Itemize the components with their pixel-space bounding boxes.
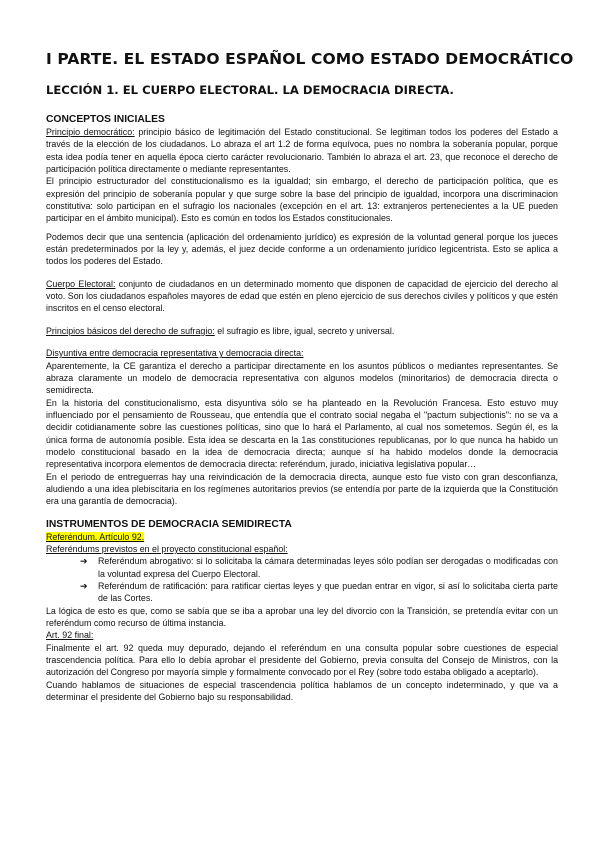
subheading-art92-final: Art. 92 final:: [46, 630, 94, 641]
paragraph-cuerpo-electoral: Cuerpo Electoral: conjunto de ciudadanos en un determinado momento que disponen de capacidad de ejercicio del derecho al voto. Son los ciudadanos españoles mayores de edad que estén en pleno ejercicio de sus derechos civiles y políticos y que estén inscritos en el censo electoral.: [46, 278, 558, 314]
arrow-icon: ➔: [80, 581, 88, 591]
list-item: ➔ Referéndum abrogativo: si lo solicitaba la cámara determinadas leyes sólo podían ser derogadas o modificadas con la voluntad expresa del Cuerpo Electoral.: [80, 556, 558, 579]
paragraph-historia: En la historia del constitucionalismo, esta disyuntiva sólo se ha planteado en la Revolución Francesa. Esto estuvo muy influenciado por el pensamiento de Rousseau, que entendía que el contrato social negaba el "pactum subjectionis": no se va a decidir cotidianamente sobre las cuestiones políticas, sino que lo hará el Parlamento, al cual nos sometemos. Según él, es la única forma de autonomía posible. Esta idea se descarta en la 1as constituciones republicanas, por lo que nunca ha habido un modelo constitucional basado en la idea de democracia directa; aunque sí ha habido modelos donde la democracia representativa incorpora elementos de democracia directa: referéndum, jurado, iniciativa legislativa popular…: [46, 397, 558, 470]
subheading-disyuntiva: Disyuntiva entre democracia representativa y democracia directa:: [46, 348, 304, 359]
subheading-previstos: Referéndums previstos en el proyecto constitucional español:: [46, 543, 288, 554]
subheading-referendum: Referéndum. Artículo 92.: [46, 531, 145, 542]
section-heading-instrumentos: INSTRUMENTOS DE DEMOCRACIA SEMIDIRECTA: [46, 518, 292, 530]
document-body: [46, 113, 558, 703]
term-label: Principio democrático:: [46, 127, 135, 137]
term-label: Principios básicos del derecho de sufragio:: [46, 325, 215, 336]
paragraph-entreguerras: En el periodo de entreguerras hay una reivindicación de la democracia directa, aunque esto fue visto con gran desconfianza, aludiendo a una idea plebiscitaria en los regímenes autoritarios previos (se entendía por parte de la izquierda que la Constitución era una garantía de democracia).: [46, 471, 558, 507]
paragraph-sentencia: Podemos decir que una sentencia (aplicación del ordenamiento jurídico) es expresión de la voluntad general porque los jueces están predeterminados por la ley y, además, el juez decide conforme a un ordenamiento jurídico legicentrista. Esto se aplica a todos los poderes del Estado.: [46, 231, 558, 267]
part-title: I PARTE. EL ESTADO ESPAÑOL COMO ESTADO DEMOCRÁTICO: [46, 50, 574, 68]
term-label: Cuerpo Electoral:: [46, 278, 116, 289]
paragraph-sufragio: Principios básicos del derecho de sufragio: el sufragio es libre, igual, secreto y universal.: [46, 325, 395, 336]
lesson-title: LECCIÓN 1. EL CUERPO ELECTORAL. LA DEMOCRACIA DIRECTA.: [46, 83, 454, 97]
list-item: ➔ Referéndum de ratificación: para ratificar ciertas leyes y que puedan entrar en vigor, si así lo solicitaba cierta parte de las Cortes.: [80, 581, 558, 604]
section-heading-conceptos: CONCEPTOS INICIALES: [46, 114, 165, 125]
arrow-icon: ➔: [80, 556, 88, 567]
paragraph-finalmente: Finalmente el art. 92 queda muy depurado, dejando el referéndum en una consulta popular sobre cuestiones de especial trascendencia política. Para ello lo debía aprobar el presidente del Gobierno, previa consulta del Consejo de Ministros, con la autorización del Congreso por mayoría simple y formalmente convocado por el Rey (sobre todo estaba obligado a aceptarlo).: [46, 642, 558, 678]
paragraph-igualdad: El principio estructurador del constitucionalismo es la igualdad; sin embargo, el derecho de participación política, que es expresión del principio de soberanía popular y que surge sobre la base del principio de igualdad, incorpora una discriminacion constitutiva: solo participan en el sufragio los nacionales (excepción en el art. 13: extranjeros pertenecientes a la UE pueden participar en el ámbito municipal). Esto es común en todos los Estados constitucionales.: [46, 176, 558, 224]
paragraph-trascendencia: Cuando hablamos de situaciones de especial trascendencia política hablamos de un concepto indeterminado, y que va a determinar el presidente del Gobierno bajo su responsabilidad.: [46, 679, 558, 703]
referendum-list: [46, 555, 558, 604]
paragraph-principio-democratico: Principio democrático: principio básico de legitimación del Estado constitucional. Se legitiman todos los poderes del Estado a través de la elección de los ciudadanos. Lo abraza el art 1.2 de forma equívoca, pues no nombra la soberanía popular, porque esta idea podía tener en aquella época cierto carácter revolucionario. También lo abraza el art. 23, que reconoce el derecho de participación política directamente o mediante representantes.: [46, 127, 558, 175]
paragraph-logica: La lógica de esto es que, como se sabía que se iba a aprobar una ley del divorcio con la Transición, se pretendía evitar con un referéndum como recurso de última instancia.: [46, 605, 558, 629]
paragraph-aparentemente: Aparentemente, la CE garantiza el derecho a participar directamente en los asuntos públicos o mediantes representantes. Se abraza claramente un modelo de democracia representativa con algunos modelos (minoritarios) de democracia directa o semidirecta.: [46, 360, 558, 396]
